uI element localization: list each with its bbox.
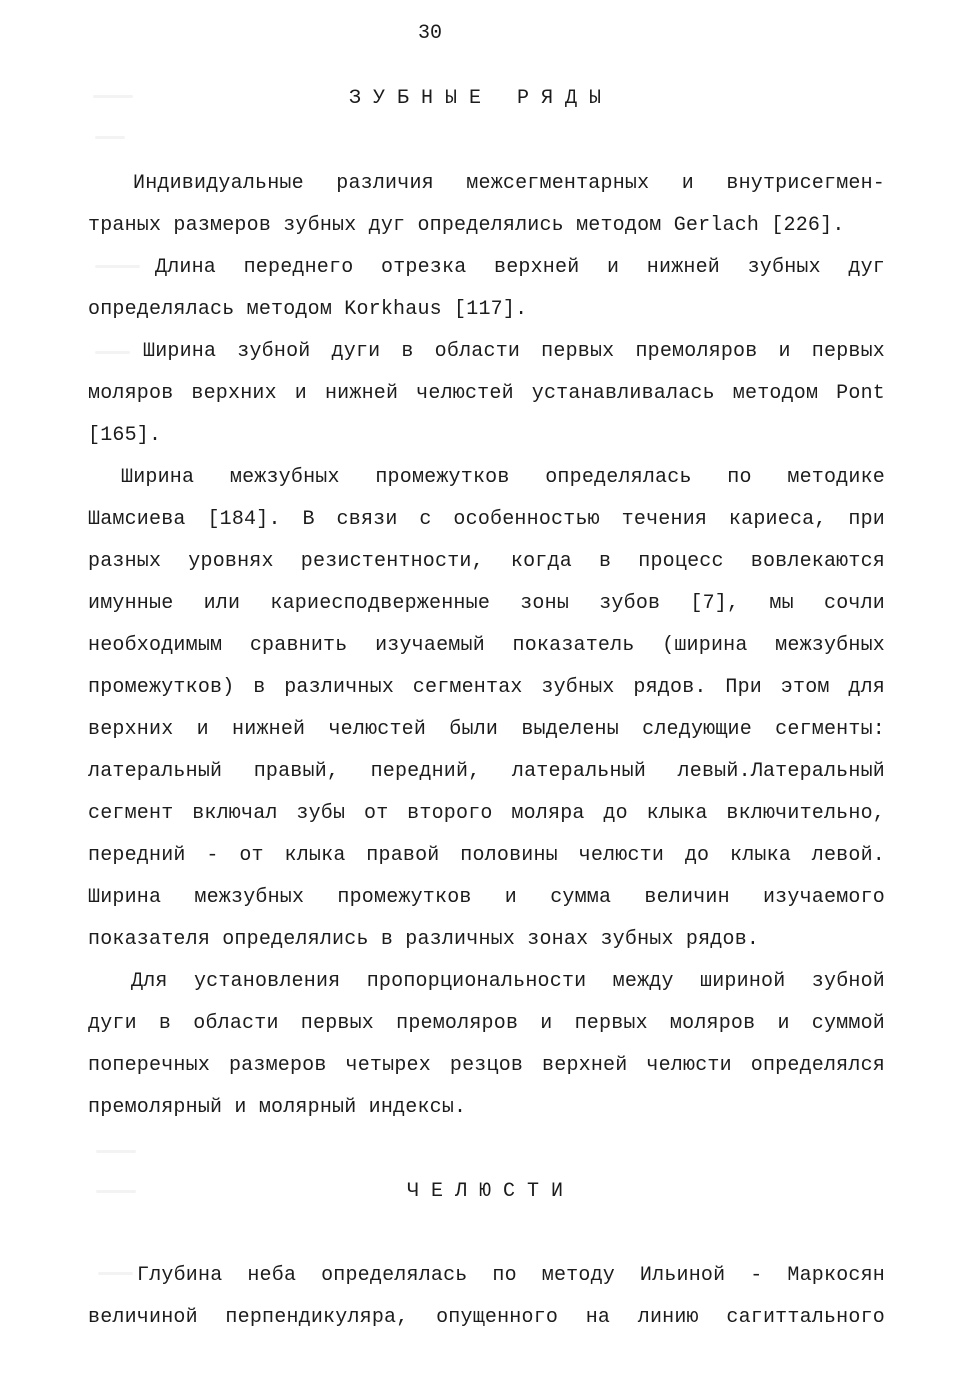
scan-artifact [95, 351, 130, 354]
body-line: промежутков) в различных сегментах зубных рядов. При этом для [88, 676, 885, 699]
body-line: Индивидуальные различия межсегментарных и внутрисегмен- [133, 172, 885, 195]
body-line: Ширина межзубных промежутков определялась по методике [121, 466, 885, 489]
scan-artifact [95, 136, 125, 139]
body-line: верхних и нижней челюстей были выделены следующие сегменты: [88, 718, 885, 741]
body-line: Ширина межзубных промежутков и сумма величин изучаемого [88, 886, 885, 909]
scan-artifact [95, 265, 140, 268]
scan-artifact [93, 95, 133, 98]
body-line: Для установления пропорциональности между шириной зубной [131, 970, 885, 993]
body-line: моляров верхних и нижней челюстей устанавливалась методом Pont [88, 382, 885, 405]
section-heading-jaws: Ч Е Л Ю С Т И [406, 1180, 564, 1203]
body-line: Шамсиева [184]. В связи с особенностью течения кариеса, при [88, 508, 885, 531]
body-line: величиной перпендикуляра, опущенного на линию сагиттального [88, 1306, 885, 1329]
body-line: Длина переднего отрезка верхней и нижней зубных дуг [155, 256, 885, 279]
body-line: разных уровнях резистентности, когда в процесс вовлекаются [88, 550, 885, 573]
scan-artifact [98, 1272, 133, 1275]
scan-artifact [96, 1190, 136, 1193]
body-line: определялась методом Korkhaus [117]. [88, 298, 528, 321]
section-heading-dental-rows: З У Б Н Ы Е Р Я Д Ы [348, 87, 602, 110]
page-number: 30 [417, 22, 442, 45]
body-line: премолярный и молярный индексы. [88, 1096, 467, 1119]
body-line: необходимым сравнить изучаемый показатель (ширина межзубных [88, 634, 885, 657]
body-line: сегмент включал зубы от второго моляра до клыка включительно, [88, 802, 885, 825]
body-line: дуги в области первых премоляров и первых моляров и суммой [88, 1012, 885, 1035]
body-line: Глубина неба определялась по методу Ильиной - Маркосян [137, 1264, 885, 1287]
body-line: латеральный правый, передний, латеральный левый.Латеральный [88, 760, 885, 783]
body-line: показателя определялись в различных зонах зубных рядов. [88, 928, 760, 951]
body-line: Ширина зубной дуги в области первых премоляров и первых [143, 340, 885, 363]
scan-artifact [96, 1150, 136, 1153]
body-line: траных размеров зубных дуг определялись методом Gerlach [226]. [88, 214, 845, 237]
body-line: имунные или кариесподверженные зоны зубов [7], мы сочли [88, 592, 885, 615]
body-line: [165]. [88, 424, 162, 447]
body-line: поперечных размеров четырех резцов верхней челюсти определялся [88, 1054, 885, 1077]
body-line: передний - от клыка правой половины челюсти до клыка левой. [88, 844, 885, 867]
